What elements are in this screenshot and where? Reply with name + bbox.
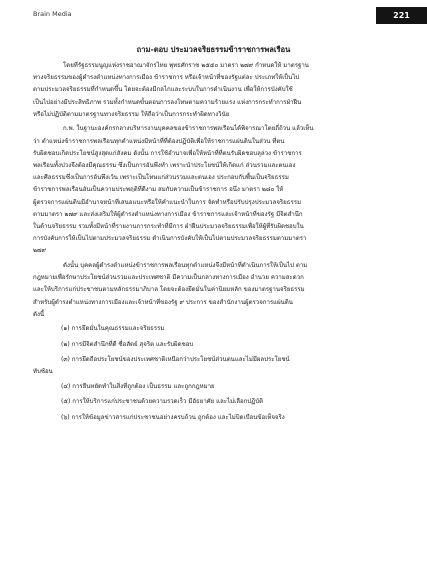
text-line: ตามมาตรา ๒๗๙ และส่งเสริมให้ผู้ดำรงตำแหน่งทางการเมือง ข้าราชการและเจ้าหน้าที่ของรัฐ มีจิตสำนึก: [33, 210, 303, 218]
paragraph: [33, 60, 396, 121]
page-number-badge: [376, 7, 427, 24]
text-line: ตามประมวลจริยธรรมที่กำหนดขึ้น โดยจะต้องมีกลไกและระบบในการดำเนินงาน เพื่อให้การบังคับใช้: [33, 86, 293, 94]
list-item: [33, 396, 396, 408]
page-number: 221: [393, 11, 410, 20]
list-item-text: (๕) การให้บริการแก่ประชาชนด้วยความรวดเร็ว มีอัธยาศัย และไม่เลือกปฏิบัติ: [61, 398, 264, 406]
list-item: [33, 323, 396, 335]
text-line: โดยที่รัฐธรรมนูญแห่งราชอาณาจักรไทย พุทธศักราช ๒๕๕๐ มาตรา ๒๗๙ กำหนดให้ มาตรฐาน: [63, 62, 309, 69]
text-line: การบังคับการให้เป็นไปตามประมวลจริยธรรม ดำเนินการบังคับให้เป็นไปตามประมวลจริยธรรมตามมาตรา: [33, 235, 307, 243]
list-item-text: (๑) การยึดมั่นในคุณธรรมและจริยธรรม: [61, 325, 165, 333]
list-item: [33, 412, 396, 424]
text-line: ทางจริยธรรมของผู้ดำรงตำแหน่งทางการเมือง ข้าราชการ หรือเจ้าหน้าที่ของรัฐแต่ละ ประเภทให้เป็นไป: [33, 74, 300, 82]
text-line: ข้าราชการพลเรือนอันเป็นความประพฤติที่ดีงาม สมกับความเป็นข้าราชการ อนึ่ง มาตรา ๒๘๐ ให้: [33, 186, 284, 194]
list-item: [33, 339, 396, 351]
list-item: [33, 354, 396, 378]
text-line: และให้บริการแก่ประชาชนตามหลักธรรมาภิบาล โดยจะต้องยึดมั่นในค่านิยมหลัก ของมาตรฐานจริยธรรม: [33, 286, 305, 294]
text-line: ก.พ. ในฐานะองค์กรกลางบริหารงานบุคคลของข้าราชการพลเรือนได้พิจารณาโดยถี่ถ้วน แล้วเห็น: [63, 125, 314, 133]
header-brand: Brain Media: [33, 10, 72, 18]
document-body: [33, 60, 396, 427]
text-line: พลเรือนทั้งปวงจึงต้องมีคุณธรรม ซึ่งเป็นการอันพึงทำ เพราะนำประโยชน์ให้เกิดแก่ ส่วนรวมและตนเอง: [33, 162, 296, 169]
list-item-text: (๔) การยืนหยัดทำในสิ่งที่ถูกต้อง เป็นธรรม และถูกกฎหมาย: [61, 383, 215, 391]
list-item-text: (๒) การมีจิตสำนึกที่ดี ซื่อสัตย์ สุจริต และรับผิดชอบ: [61, 340, 194, 348]
text-line: ในด้านจริยธรรม รวมทั้งมีหน้าที่รายงานการกระทำที่มีการ ฝ่าฝืนประมวลจริยธรรมเพื่อให้ผู้ที่รับผิดชอบใน: [33, 222, 304, 230]
text-line: ดังนี้: [33, 310, 45, 318]
text-line: หรือไม่ปฏิบัติตามมาตรฐานทางจริยธรรม ให้ถือว่าเป็นการกระทำผิดทางวินัย: [33, 110, 230, 118]
text-line: เป็นไปอย่างมีประสิทธิภาพ รวมทั้งกำหนดขั้นตอนการลงโทษตามความร้ายแรง แห่งการกระทำการฝ่าฝืน: [33, 98, 302, 106]
text-line: สำหรับผู้ดำรงตำแหน่งทางการเมืองและเจ้าหน้าที่ของรัฐ ๙ ประการ ของสำนักงานผู้ตรวจการแผ่นดิน: [33, 298, 293, 306]
list-item-text: ทับซ้อน: [33, 368, 53, 375]
text-line: ว่า ตำแหน่งข้าราชการพลเรือนทุกตำแหน่งมีหน้าที่ที่ต้องปฏิบัติเพื่อให้ราชการแผ่นดินในส่วน ที่ตน: [33, 137, 285, 145]
paragraph: [33, 260, 396, 321]
text-line: และศีลธรรมซึ่งเป็นการอันพึงเว้น เพราะเป็นโทษแก่ส่วนรวมและตนเอง ประกอบกับพื้นเป็นจริยธรรม: [33, 174, 289, 182]
text-line: ๒๗๙: [33, 247, 47, 255]
text-line: ผู้ตรวจการแผ่นดินมีอำนาจหน้าที่เสนอแนะหรือให้คำแนะนำในการ จัดทำหรือปรับปรุงประมวลจริยธรรม: [33, 198, 302, 206]
text-line: กฎหมายเพื่อรักษาประโยชน์ส่วนรวมและประเทศชาติ มีความเป็นกลางทางการเมือง อำนวย ความสะดวก: [33, 274, 304, 282]
paragraph: [33, 123, 396, 257]
text-line: รับผิดชอบเกิดประโยชน์สูงสุดแก่สังคม ดังนั้น การใช้อำนาจเพื่อให้หน้าที่ที่ตนรับผิดชอบลุล่วง ข้าราชการ: [33, 149, 302, 157]
page-title: ถาม-ตอบ ประมวลจริยธรรมข้าราชการพลเรือน: [136, 45, 291, 54]
list-item: [33, 381, 396, 393]
list-item-text: (๖) การให้ข้อมูลข่าวสารแก่ประชาชนอย่างครบถ้วน ถูกต้อง และไม่บิดเบือนข้อเท็จจริง: [61, 413, 285, 421]
text-line: ดังนั้น บุคคลผู้ดำรงตำแหน่งข้าราชการพลเรือนทุกตำแหน่งจึงมีหน้าที่ดำเนินการให้เป็นไป ตาม: [63, 262, 308, 269]
list-item-text: (๓) การยึดถือประโยชน์ของประเทศชาติเหนือกว่าประโยชน์ส่วนตนและไม่มีผลประโยชน์: [61, 355, 290, 363]
